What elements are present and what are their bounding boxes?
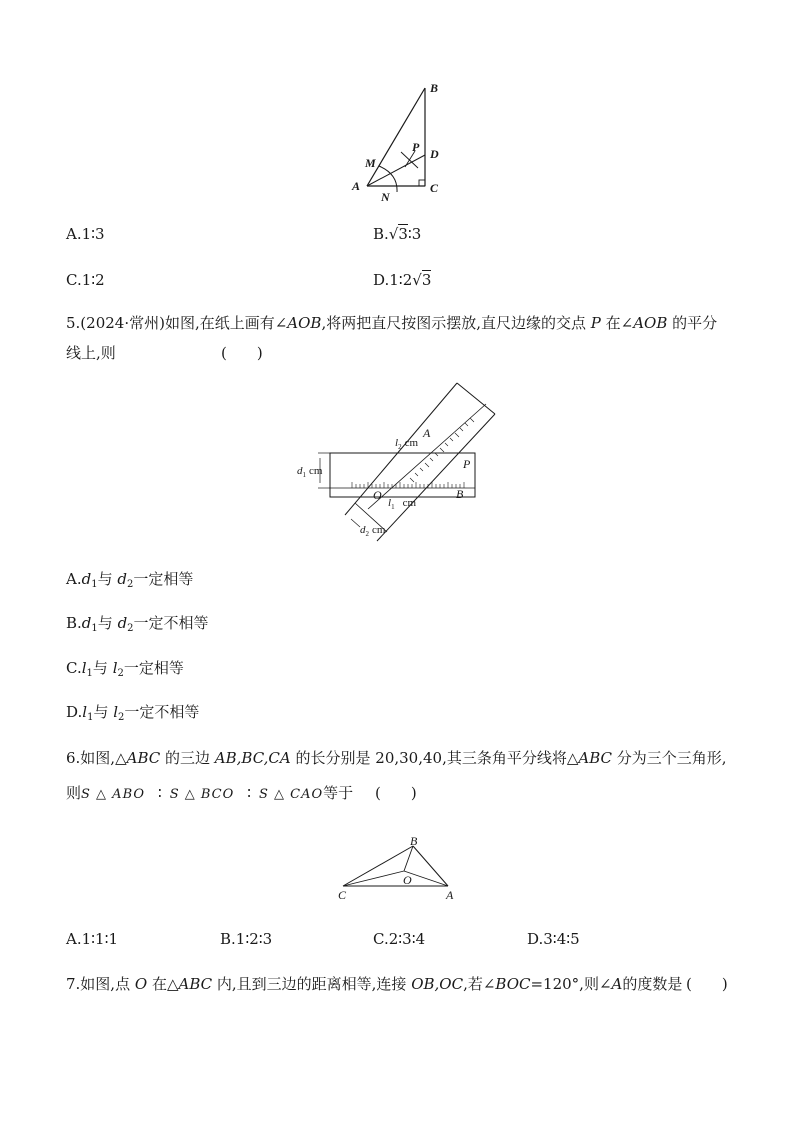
subscript: 2 [127,623,134,634]
q6-stem-sides: AB,BC,CA [214,749,291,767]
q7-stem-part: ,若∠ [463,975,496,993]
q4-label-b: B [430,81,439,95]
q5-label-d1: $d_1$ cm [297,465,323,479]
q7-stem-abc: ABC [178,975,213,993]
q4-option-d-prefix: D.1∶2 [373,271,413,289]
subscript: 2 [118,712,125,723]
option-text: 一定不相等 [133,614,209,632]
q6-option-c[interactable]: C.2∶3∶4 [373,930,426,948]
q6-stem-abc: ABC [126,749,161,767]
q6-label-c: C [338,888,347,902]
q6-stem-part: 的三边 [160,749,215,767]
q6-colon: ∶ [247,784,251,802]
q6-stem-part: 分为三个三角形, [612,749,727,767]
q5-label-b: B [456,487,464,501]
q7-stem-obc: OB,OC [411,975,464,993]
option-text: 一定相等 [133,570,194,588]
q7-stem-part: 的度数是 [622,975,683,993]
q5-stem-p: P [590,314,601,332]
q4-label-p: P [412,140,420,154]
q6-stem-abc: ABC [578,749,613,767]
option-prefix: C. [66,659,82,677]
q6-area-cao: S △ CAO [258,787,324,802]
q5-stem-part: 在∠ [600,314,634,332]
subscript: 2 [126,579,134,590]
q5-stem-part: ,将两把直尺按图示摆放,直尺边缘的交点 [321,314,591,332]
subscript: 1 [87,712,94,723]
q7-answer-paren[interactable]: ( ) [686,975,728,993]
q7-stem-part: 在△ [147,975,179,993]
q4-label-d: D [430,147,439,161]
var: d [81,570,92,588]
subscript: 2 [117,668,124,679]
subscript: 1 [86,668,93,679]
q4-label-n: N [381,190,390,204]
q5-label-d2: $d_2$ cm [360,524,386,538]
option-text: 一定不相等 [124,703,200,721]
q4-option-b-prefix: B. [373,225,389,243]
q4-option-c[interactable]: C.1∶2 [66,271,105,289]
var: l [82,703,88,721]
sqrt-icon: √ [388,225,399,243]
q6-colon: ∶ [157,784,162,802]
q4-label-a: A [352,179,361,193]
subscript: 1 [91,579,98,590]
var: l [113,703,119,721]
option-text: 与 [97,614,118,632]
q7-stem-boc: BOC [495,975,531,993]
q4-label-c: C [430,181,439,195]
q7-stem-part: 内,且到三边的距离相等,连接 [212,975,412,993]
q6-label-a: A [446,888,454,902]
q6-label-o: O [403,873,412,887]
q5-stem-aob: AOB [287,314,322,332]
subscript: 1 [91,623,98,634]
q7-stem-part: 7.如图,点 [66,975,135,993]
q5-stem-aob: AOB [633,314,668,332]
q4-option-a[interactable]: A.1∶3 [66,225,105,243]
q4-label-m: M [365,156,376,170]
q5-stem-line2: 线上,则 [66,344,116,362]
q5-label-o: O [373,488,382,502]
q7-stem [66,974,682,994]
var: d [117,570,127,588]
option-prefix: D. [66,703,83,721]
q5-answer-paren[interactable]: ( ) [221,344,263,362]
q6-area-abo: S △ ABO [81,787,146,802]
q5-label-p: P [463,457,471,471]
option-text: 与 [97,570,118,588]
q5-label-l2: $l_2$ cm [395,437,419,451]
var: d [117,614,128,632]
q5-label-l1: $l_1$ cm [388,497,417,511]
q6-stem-part: 则 [66,784,82,802]
q4-option-b-radicand: 3 [398,225,408,243]
option-text: 与 [92,659,113,677]
q7-stem-o: O [134,975,148,993]
q4-option-b-suffix: ∶3 [407,225,422,243]
var: l [112,659,118,677]
option-prefix: A. [66,570,82,588]
option-text: 一定相等 [123,659,184,677]
option-prefix: B. [66,614,82,632]
sqrt-icon: √ [412,271,422,289]
q6-area-bco: S △ BCO [169,787,235,802]
q6-option-b[interactable]: B.1∶2∶3 [220,930,273,948]
q6-option-a[interactable]: A.1∶1∶1 [66,930,119,948]
q5-stem-part: 5.(2024·常州)如图,在纸上画有∠ [66,314,288,332]
q7-stem-part: =120°,则∠ [530,975,612,993]
q5-label-a: A [423,426,431,440]
var: d [81,614,92,632]
option-text: 与 [93,703,114,721]
q6-option-d[interactable]: D.3∶4∶5 [527,930,580,948]
var: l [81,659,87,677]
q6-label-b: B [410,834,418,848]
q7-stem-a: A [611,975,623,993]
q6-stem-part: 等于 [323,784,354,802]
q6-stem-part: 6.如图,△ [66,749,127,767]
q6-stem-part: 的长分别是 20,30,40,其三条角平分线将△ [290,749,579,767]
q5-stem-part: 的平分 [667,314,718,332]
q6-answer-paren[interactable]: ( ) [375,784,417,802]
q4-option-d-radicand: 3 [421,271,432,289]
